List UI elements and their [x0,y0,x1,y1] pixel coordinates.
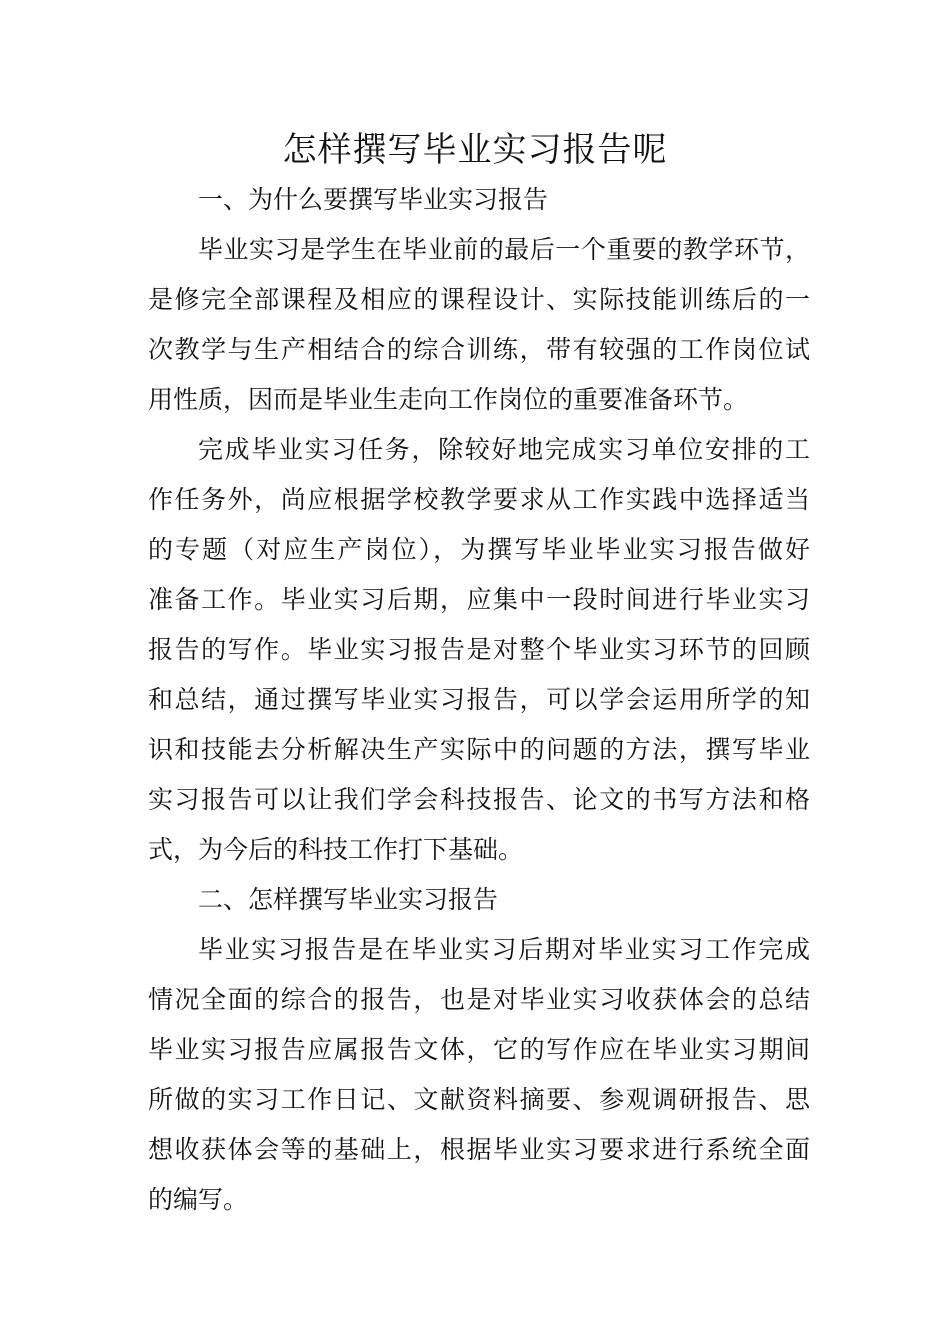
text-line: 的编写。 [148,1185,249,1214]
text-line: 毕业实习报告是在毕业实习后期对毕业实习工作完成 [198,935,810,964]
text-line: 想收获体会等的基础上，根据毕业实习要求进行系统全面 [148,1135,810,1164]
text-line: 情况全面的综合的报告，也是对毕业实习收获体会的总结 [148,985,810,1014]
text-line: 一、为什么要撰写毕业实习报告 [198,185,549,214]
text-line: 实习报告可以让我们学会科技报告、论文的书写方法和格 [148,785,810,814]
text-line: 报告的写作。毕业实习报告是对整个毕业实习环节的回顾 [148,635,810,664]
text-line: 识和技能去分析解决生产实际中的问题的方法，撰写毕业 [148,735,810,764]
document-body [148,175,810,1225]
text-line: 次教学与生产相结合的综合训练，带有较强的工作岗位试 [148,335,810,364]
text-line: 式，为今后的科技工作打下基础。 [148,835,524,864]
text-line: 完成毕业实习任务，除较好地完成实习单位安排的工 [198,435,810,464]
text-line: 二、怎样撰写毕业实习报告 [198,885,499,914]
text-line: 毕业实习报告应属报告文体，它的写作应在毕业实习期间 [148,1035,810,1064]
text-line: 和总结，通过撰写毕业实习报告，可以学会运用所学的知 [148,685,810,714]
text-line: 作任务外，尚应根据学校教学要求从工作实践中选择适当 [148,485,810,514]
text-line: 毕业实习是学生在毕业前的最后一个重要的教学环节， [198,235,810,264]
text-line: 准备工作。毕业实习后期，应集中一段时间进行毕业实习 [148,585,810,614]
text-line: 所做的实习工作日记、文献资料摘要、参观调研报告、思 [148,1085,810,1114]
text-line: 用性质，因而是毕业生走向工作岗位的重要准备环节。 [148,385,749,414]
document-title: 怎样撰写毕业实习报告呢 [282,130,668,170]
text-line: 的专题（对应生产岗位），为撰写毕业毕业实习报告做好 [148,535,810,564]
text-line: 是修完全部课程及相应的课程设计、实际技能训练后的一 [148,285,810,314]
